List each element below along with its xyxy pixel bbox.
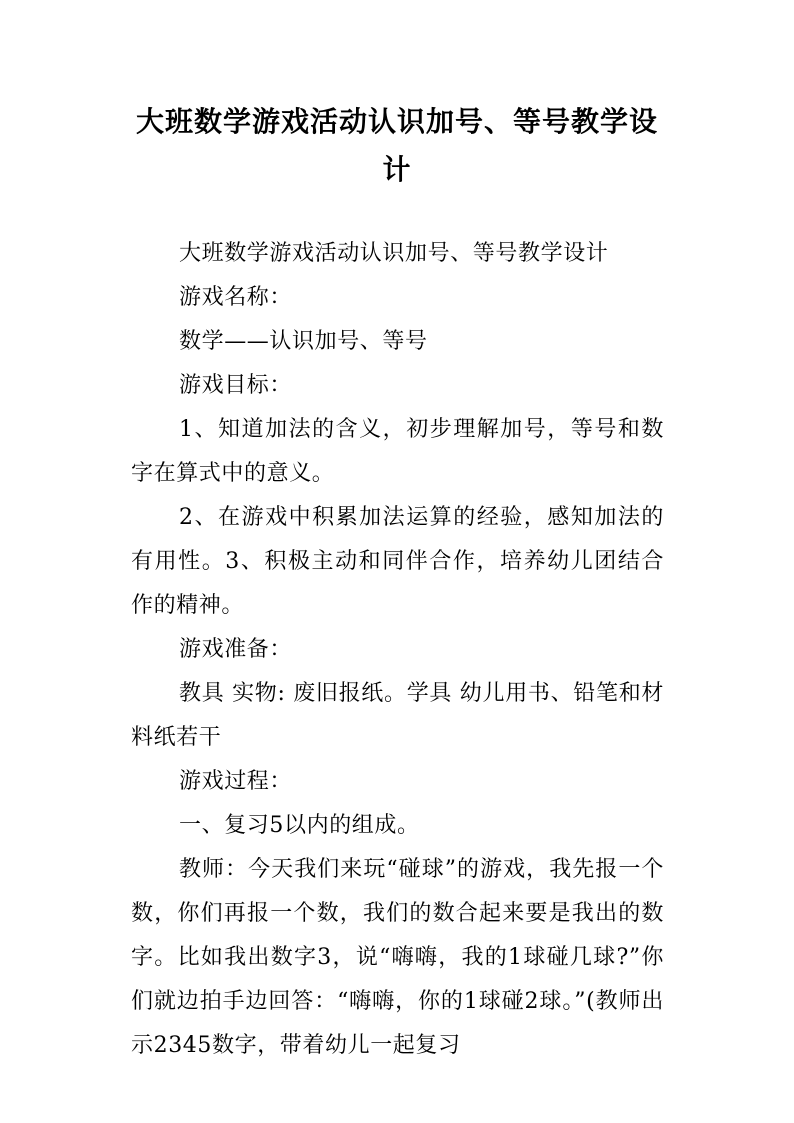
paragraph-preparation: 教具 实物: 废旧报纸。学具 幼儿用书、铅笔和材料纸若干 [131,681,664,750]
paragraph-process-heading: 游戏过程： [179,769,293,794]
paragraph-game-name: 数学——认识加号、等号 [179,329,428,354]
paragraph-step-1: 一、复习5以内的组成。 [179,813,420,838]
document-body [131,232,664,1068]
paragraph-game-name-heading: 游戏名称： [179,285,293,310]
document-title: 大班数学游戏活动认识加号、等号教学设计 [135,105,658,186]
paragraph-goal-2-3: 2、在游戏中积累加法运算的经验，感知加法的有用性。3、积极主动和同伴合作，培养幼儿团结合作的精神。 [131,505,664,618]
paragraph-goal-1: 1、知道加法的含义，初步理解加号，等号和数字在算式中的意义。 [131,417,664,486]
paragraph-subtitle: 大班数学游戏活动认识加号、等号教学设计 [179,241,609,266]
paragraph-goals-heading: 游戏目标： [179,373,293,398]
paragraph-teacher: 教师：今天我们来玩“碰球”的游戏，我先报一个数，你们再报一个数，我们的数合起来要是我出的数字。比如我出数字3，说“嗨嗨，我的1球碰几球?”你们就边拍手边回答：“嗨嗨，你的1球碰2球。”(教师出示2345数字，带着幼儿一起复习 [131,857,664,1058]
paragraph-preparation-heading: 游戏准备： [179,637,293,662]
